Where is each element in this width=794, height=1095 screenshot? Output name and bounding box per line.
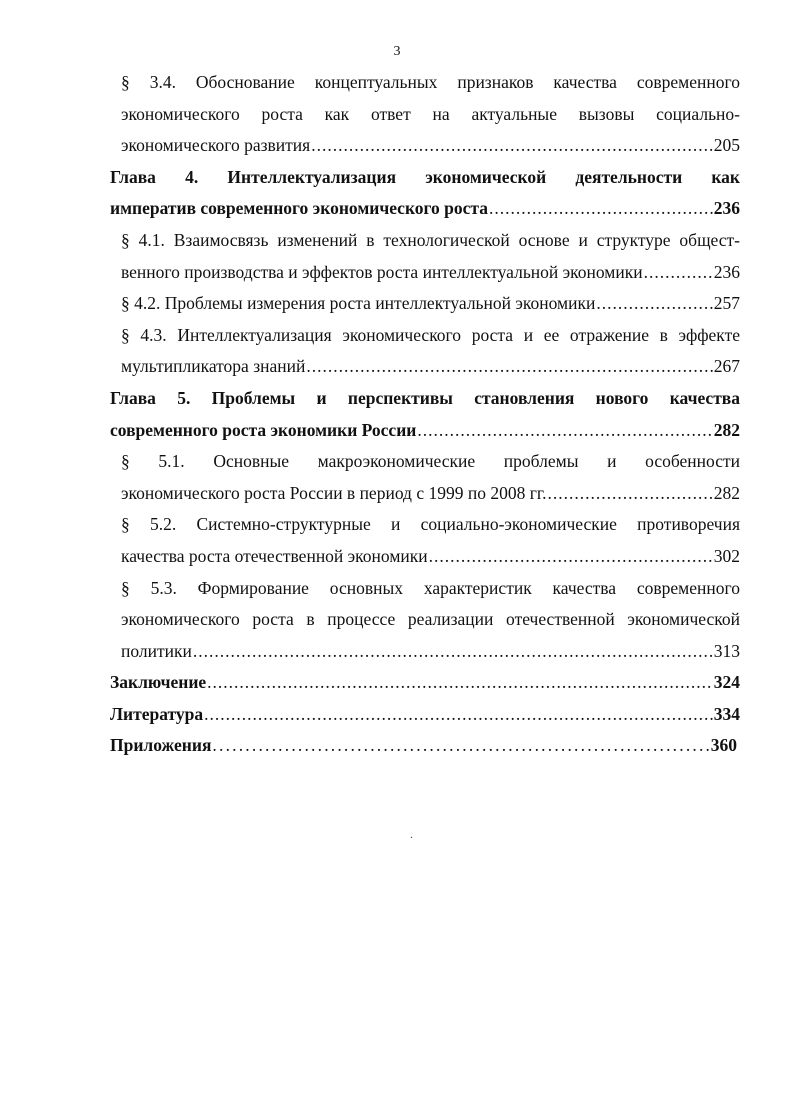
toc-section-4-2-line-1 xyxy=(110,288,740,320)
toc-appendices xyxy=(110,730,737,762)
toc-section-3-4-line-3 xyxy=(110,130,740,162)
toc-appendices-label: Приложения xyxy=(110,735,212,756)
dot-leader xyxy=(644,257,713,289)
dot-leader xyxy=(311,130,713,162)
toc-section-4-3-title-end: мультипликатора знаний xyxy=(121,356,306,377)
toc-section-5-3-line-2: экономического роста в процессе реализации отечественной экономической xyxy=(121,609,740,630)
table-of-contents xyxy=(110,67,740,762)
toc-chapter-4-title-end: императив современного экономического роста xyxy=(110,198,488,219)
toc-literature xyxy=(110,699,740,731)
page-number: 3 xyxy=(393,44,401,59)
toc-section-5-1-line-2 xyxy=(110,478,740,510)
toc-section-3-4-line-2: экономического роста как ответ на актуальные вызовы социально- xyxy=(121,103,740,124)
toc-chapter-5-line-1: Глава 5. Проблемы и перспективы становления нового качества xyxy=(110,387,740,408)
toc-section-4-2-page: 257 xyxy=(713,293,740,314)
toc-section-4-3-line-1: § 4.3. Интеллектуализация экономического роста и ее отражение в эффекте xyxy=(121,324,740,345)
toc-section-5-3-title-end: политики xyxy=(121,640,192,661)
toc-chapter-5-page: 282 xyxy=(713,419,740,440)
dot-leader xyxy=(596,288,712,320)
dot-leader xyxy=(429,541,713,573)
toc-section-5-2-line-2 xyxy=(110,541,740,573)
toc-conclusion-page: 324 xyxy=(713,672,740,693)
toc-appendices-page: 360 xyxy=(710,735,737,756)
dot-leader xyxy=(306,351,712,383)
toc-section-3-4-line-1: § 3.4. Обоснование концептуальных признаков качества современного xyxy=(121,72,740,92)
toc-section-5-2-line-1: § 5.2. Системно-структурные и социально-экономические противоречия xyxy=(121,514,740,535)
toc-literature-label: Литература xyxy=(110,703,204,724)
toc-section-4-1-line-2 xyxy=(110,257,740,289)
toc-section-5-2-page: 302 xyxy=(713,545,740,566)
toc-section-5-1-page: 282 xyxy=(713,482,740,503)
toc-section-4-1-page: 236 xyxy=(713,261,740,282)
toc-literature-page: 334 xyxy=(713,703,740,724)
toc-section-3-4-title-end: экономического развития xyxy=(121,135,311,156)
toc-conclusion xyxy=(110,667,740,699)
dot-leader xyxy=(489,193,713,225)
toc-section-4-3-line-2 xyxy=(110,351,740,383)
toc-section-4-1-line-1: § 4.1. Взаимосвязь изменений в технологической основе и структуре общест- xyxy=(121,229,740,250)
toc-section-5-3-line-3 xyxy=(110,636,740,668)
toc-chapter-5-line-2 xyxy=(110,415,740,447)
toc-section-5-3-page: 313 xyxy=(713,640,740,661)
stray-mark: . xyxy=(410,827,413,841)
toc-chapter-4-line-2 xyxy=(110,193,740,225)
toc-conclusion-label: Заключение xyxy=(110,672,207,693)
toc-section-4-3-page: 267 xyxy=(713,356,740,377)
toc-chapter-5-title-end: современного роста экономики России xyxy=(110,419,417,440)
toc-section-5-1-line-1: § 5.1. Основные макроэкономические проблемы и особенности xyxy=(121,451,740,472)
toc-section-3-4-page: 205 xyxy=(713,135,740,156)
dot-leader xyxy=(193,636,713,668)
dot-leader xyxy=(207,667,713,699)
dot-leader xyxy=(547,478,712,510)
toc-chapter-4-line-1: Глава 4. Интеллектуализация экономической деятельности как xyxy=(110,166,740,187)
toc-section-4-2-title: § 4.2. Проблемы измерения роста интеллектуальной экономики xyxy=(121,293,596,314)
toc-section-5-3-line-1: § 5.3. Формирование основных характеристик качества современного xyxy=(121,577,740,598)
dot-leader xyxy=(212,730,709,762)
toc-section-4-1-title-end: венного производства и эффектов роста интеллектуальной экономики xyxy=(121,261,643,282)
toc-chapter-4-page: 236 xyxy=(713,198,740,219)
toc-section-5-2-title-end: качества роста отечественной экономики xyxy=(121,545,428,566)
dot-leader xyxy=(417,415,712,447)
dot-leader xyxy=(204,699,713,731)
toc-section-5-1-title-end: экономического роста России в период с 1999 по 2008 гг. xyxy=(121,482,547,503)
